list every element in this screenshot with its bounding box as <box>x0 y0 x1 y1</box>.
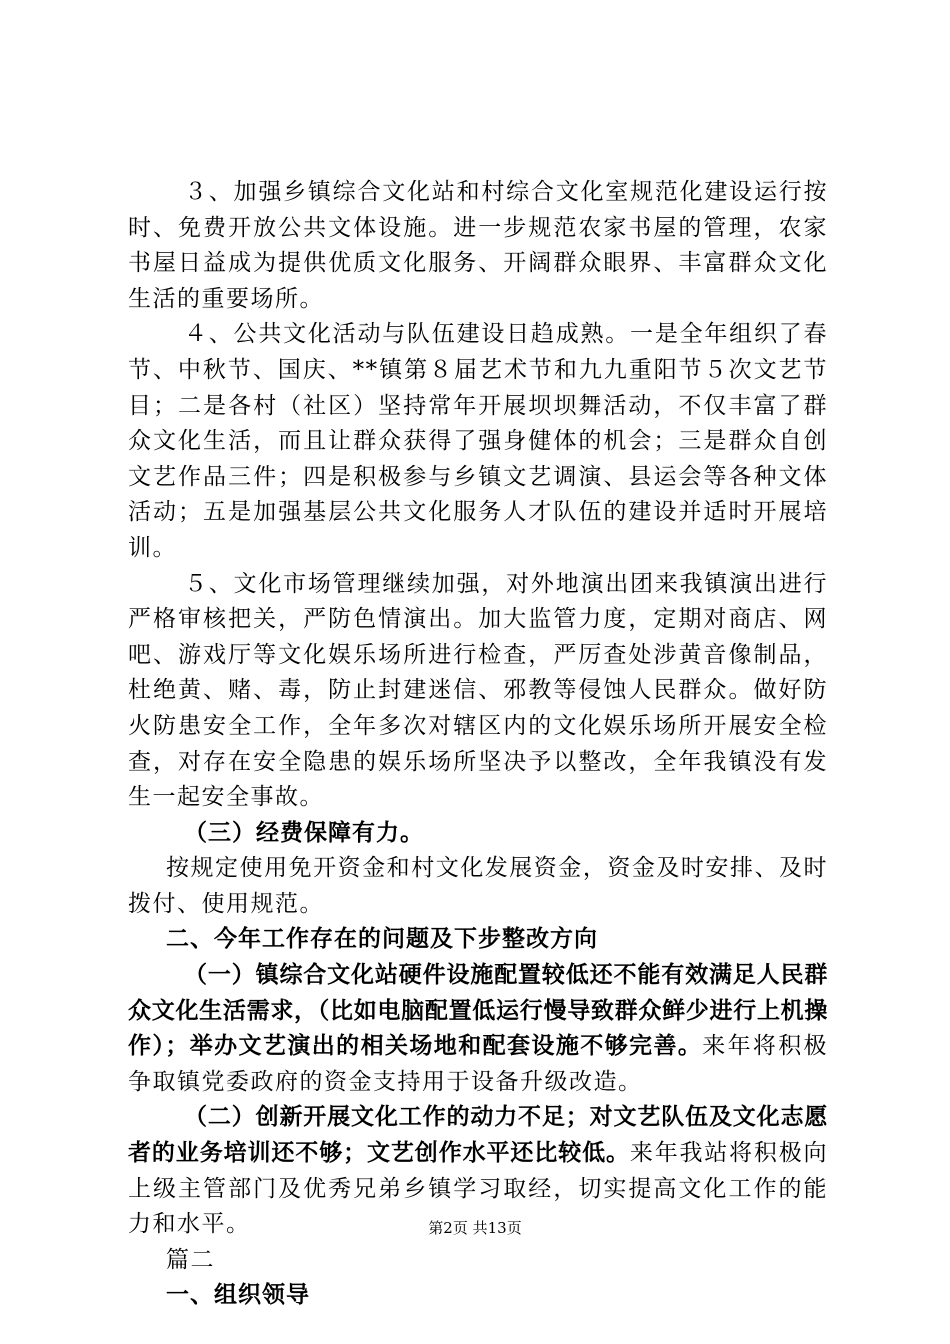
paragraph-funding: 按规定使用免开资金和村文化发展资金，资金及时安排、及时拨付、使用规范。 <box>128 855 828 917</box>
section-label: 篇二 <box>166 1246 215 1273</box>
page-number-footer: 第2页 共13页 <box>428 1219 522 1237</box>
problem-1-plain-text: 来年将积极争取镇党委政府的资金支持用于设备升级改造。 <box>128 1033 829 1095</box>
heading-problems: 二、今年工作存在的问题及下步整改方向 <box>166 926 598 953</box>
problem-2-bold-text: （二）创新开展文化工作的动力不足；对文艺队伍及文化志愿者的业务培训还不够；文艺创作水平还比较低。 <box>128 1104 828 1167</box>
heading-organization: 一、组织领导 <box>166 1282 310 1309</box>
problem-1-bold-text: （一）镇综合文化站硬件设施配置较低还不能有效满足人民群众文化生活需求，（比如电脑配置低运行慢导致群众鲜少进行上机操作）；举办文艺演出的相关场地和配套设施不够完善。 <box>128 962 828 1060</box>
document-body <box>128 175 828 1314</box>
paragraph-item-3: ３、加强乡镇综合文化站和村综合文化室规范化建设运行按时、免费开放公共文体设施。进一步规范农家书屋的管理，农家书屋日益成为提供优质文化服务、开阔群众眼界、丰富群众文化生活的重要场所。 <box>128 179 828 312</box>
heading-funding: （三）经费保障有力。 <box>184 819 424 846</box>
paragraph-problem-1 <box>128 958 828 1100</box>
paragraph-item-4: ４、公共文化活动与队伍建设日趋成熟。一是全年组织了春节、中秋节、国庆、**镇第８届艺术节和九九重阳节５次文艺节目；二是各村（社区）坚持常年开展坝坝舞活动，不仅丰富了群众文化生活，而且让群众获得了强身健体的机会；三是群众自创文艺作品三件；四是积极参与乡镇文艺调演、县运会等各种文体活动；五是加强基层公共文化服务人才队伍的建设并适时开展培训。 <box>128 321 828 561</box>
problem-2-plain-text: 来年我站将积极向上级主管部门及优秀兄弟乡镇学习取经，切实提高文化工作的能力和水平。 <box>128 1140 829 1238</box>
paragraph-item-5: ５、文化市场管理继续加强，对外地演出团来我镇演出进行严格审核把关，严防色情演出。加大监管力度，定期对商店、网吧、游戏厅等文化娱乐场所进行检查，严厉查处涉黄音像制品，杜绝黄、赌、毒，防止封建迷信、邪教等侵蚀人民群众。做好防火防患安全工作，全年多次对辖区内的文化娱乐场所开展安全检查，对存在安全隐患的娱乐场所坚决予以整改，全年我镇没有发生一起安全事故。 <box>128 570 828 811</box>
